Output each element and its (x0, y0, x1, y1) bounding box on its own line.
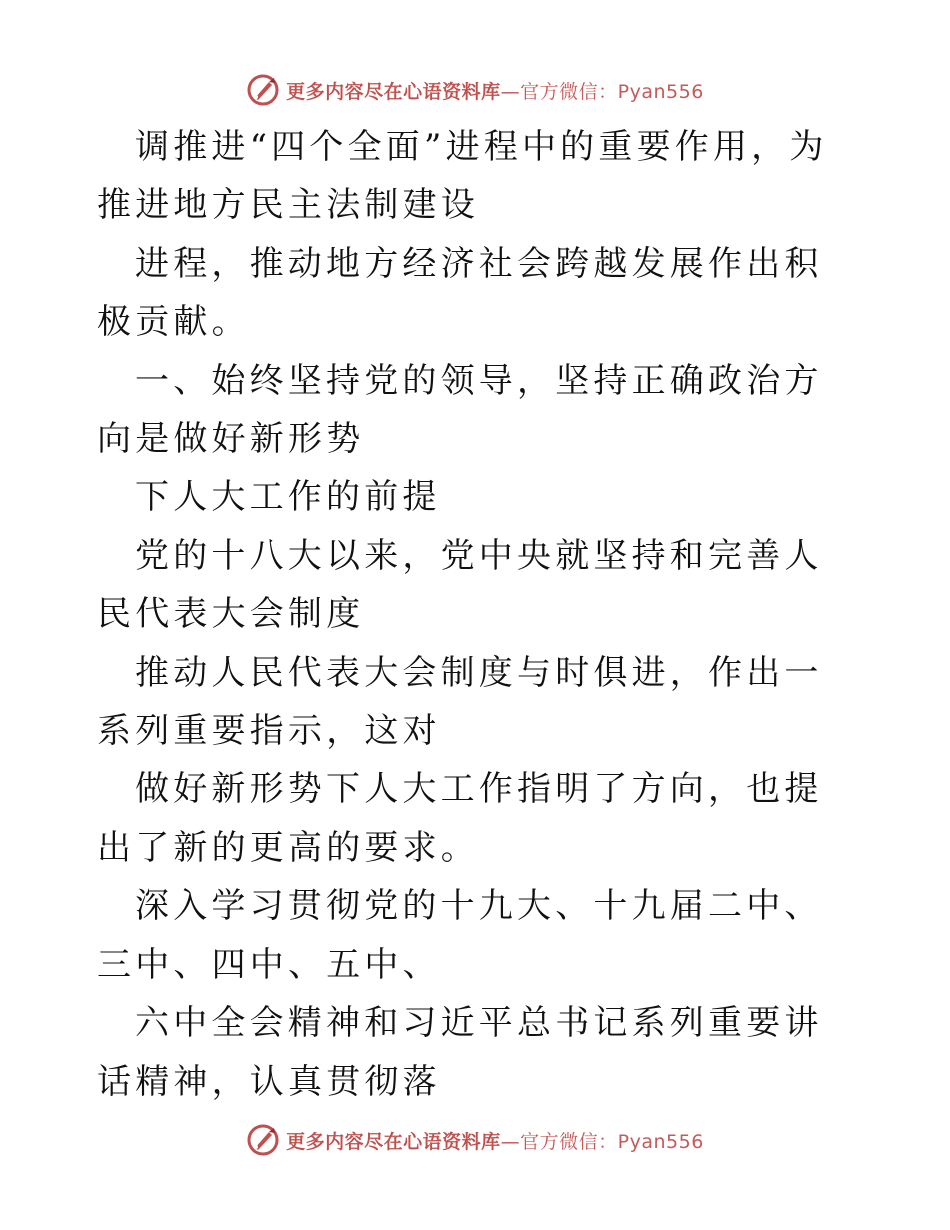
footer-separator: — (500, 1130, 521, 1153)
paragraph-2: 进程，推动地方经济社会跨越发展作出积极贡献。 (97, 243, 823, 343)
paragraph-3: 一、始终坚持党的领导，坚持正确政治方向是做好新形势 (97, 360, 823, 460)
paragraph-1: 调推进“四个全面”进程中的重要作用，为推进地方民主法制建设 (97, 127, 828, 226)
paragraph-7: 做好新形势下人大工作指明了方向，也提出了新的更高的要求。 (97, 769, 823, 868)
footer-banner (0, 1120, 950, 1160)
paragraph-4: 下人大工作的前提 (135, 477, 441, 518)
quill-pen-logo-icon (246, 73, 280, 107)
header-banner (0, 70, 950, 110)
paragraph-5: 党的十八大以来，党中央就坚持和完善人民代表大会制度 (97, 535, 823, 635)
header-contact-text: 官方微信：Pyan556 (520, 80, 704, 103)
header-site-text: 更多内容尽在心语资料库 (286, 80, 501, 103)
paragraph-8: 深入学习贯彻党的十九大、十九届二中、三中、四中、五中、 (97, 886, 823, 985)
document-body (97, 118, 857, 1111)
paragraph-6: 推动人民代表大会制度与时俱进，作出一系列重要指示，这对 (97, 652, 823, 752)
quill-pen-logo-icon (246, 1123, 280, 1157)
paragraph-9: 六中全会精神和习近平总书记系列重要讲话精神，认真贯彻落 (97, 1003, 823, 1102)
header-separator: — (500, 80, 521, 103)
footer-banner-text (286, 1127, 704, 1154)
footer-contact-text: 官方微信：Pyan556 (520, 1130, 704, 1153)
header-banner-text (286, 77, 704, 104)
footer-site-text: 更多内容尽在心语资料库 (286, 1130, 501, 1153)
